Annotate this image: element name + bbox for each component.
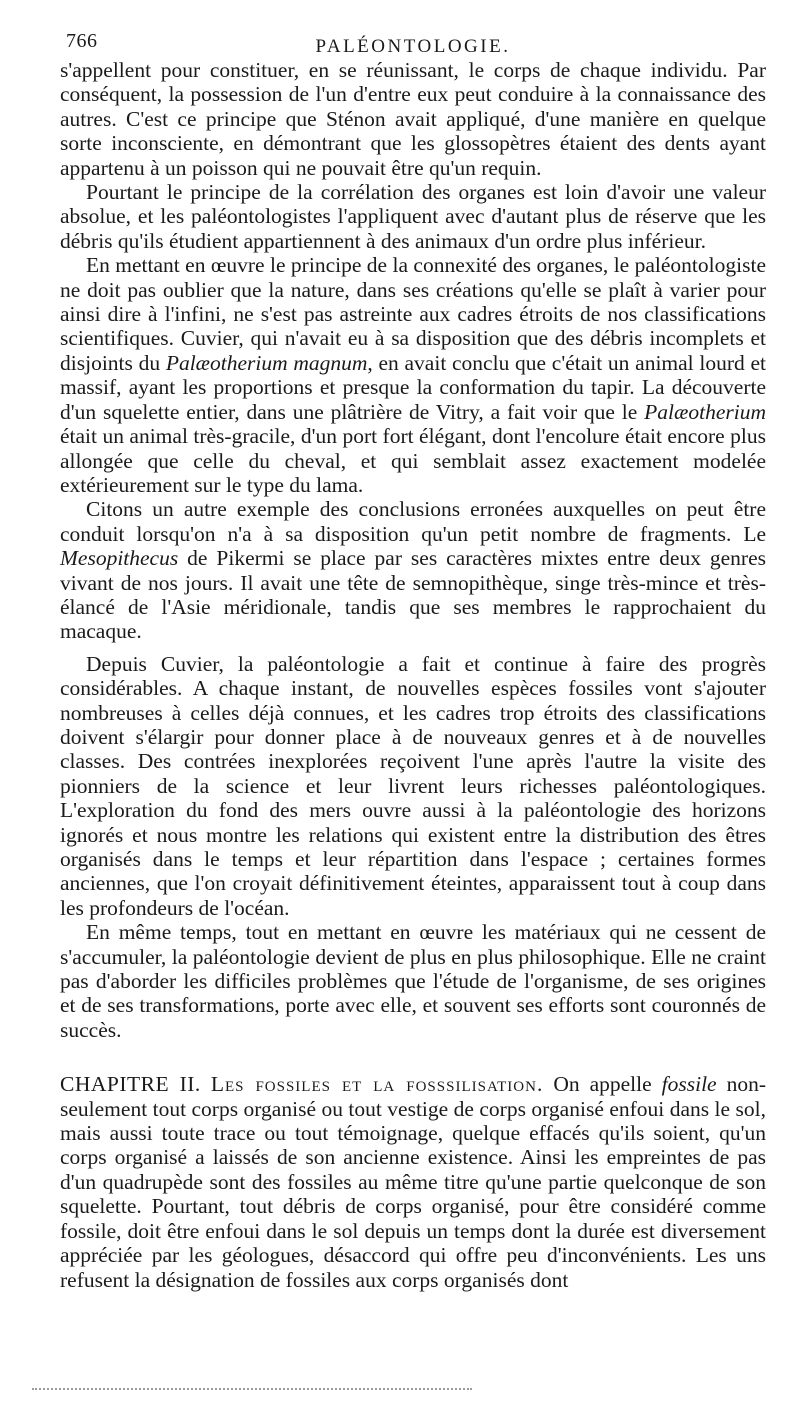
page-header — [60, 22, 766, 58]
text-run: était un animal très-gracile, d'un port fort élégant, dont l'encolure était encore plus allongée que celle du cheval, et qui semblait assez exactement modelée extérieurement sur le type du lama. — [60, 424, 766, 497]
italic-run: Palæotherium magnum — [165, 350, 368, 375]
italic-run: Mesopithecus — [60, 546, 179, 571]
chapter-paragraph — [60, 1072, 766, 1292]
text-run: de Pikermi se place par ses caractères mixtes entre deux genres vivant de nos jours. Il avait une tête de semnopithèque, singe très-mince et très-élancé de l'Asie méridionale, tandis que ses membres le rapprochaient du macaque. — [60, 546, 766, 644]
text-run: Depuis Cuvier, la paléontologie a fait et continue à faire des progrès considérables. A chaque instant, de nouvelles espèces fossiles vont s'ajouter nombreuses à celles déjà connues, et les cadres trop étroits des classifications doivent s'élargir pour donner place à de nouveaux genres et à de nouvelles classes. Des contrées inexplorées reçoivent l'une après l'autre la visite des pionniers de la science et leur livrent leurs richesses paléontologiques. L'exploration du fond des mers ouvre aussi à la paléontologie des horizons ignorés et nous montre les relations qui existent entre la distribution des êtres organisés dans le temps et leur répartition dans l'espace ; certaines formes anciennes, que l'on croyait définitivement éteintes, apparaissent tout à coup dans les profondeurs de l'océan. — [60, 651, 766, 920]
italic-run: fossile — [661, 1072, 717, 1097]
chapter-label: CHAPITRE II. — [60, 1072, 201, 1097]
italic-run: Palæotherium — [644, 399, 766, 424]
text-run: , en avait conclu que c'était un animal lourd et massif, ayant les proportions et presque la conformation du tapir. La découverte d'un squelette entier, dans une plâtrière de Vitry, a fait voir que le — [60, 350, 766, 424]
page-number: 766 — [66, 30, 98, 52]
paragraph-6 — [60, 920, 766, 1042]
text-run: Citons un autre exemple des conclusions erronées auxquelles on peut être conduit lorsqu'on n'a à sa disposition qu'un petit nombre de fragments. Le — [60, 497, 766, 546]
running-title: PALÉONTOLOGIE. — [315, 36, 511, 57]
paragraph-5 — [60, 652, 766, 920]
text-run: non-seulement tout corps organisé ou tout vestige de corps organisé enfoui dans le sol, mais aussi toute trace ou tout témoignage, quelque effacés qu'ils soient, qu'un corps organisé a laissés de son ancienne existence. Ainsi les empreintes de pas d'un quadrupède sont des fossiles au même titre qu'une partie quelconque de son squelette. Pourtant, tout débris de corps organisé, pour être considéré comme fossile, doit être enfoui dans le sol depuis un temps dont la durée est diversement appréciée par les géologues, désaccord qui offre peu d'inconvénients. Les uns refusent la désignation de fossiles aux corps organisés dont — [60, 1072, 767, 1292]
paragraph-2 — [60, 180, 766, 253]
book-page — [60, 22, 766, 1292]
text-run: On appelle — [543, 1072, 662, 1097]
text-run: En mettant en œuvre le principe de la connexité des organes, le paléontologiste ne doit pas oublier que la nature, dans ses créations qu'elle se plaît à varier pour ainsi dire à l'infini, ne s'est pas astreinte aux cadres étroits de nos classifications scientifiques. Cuvier, qui n'avait eu à sa disposition que des débris incomplets et disjoints du — [60, 253, 766, 375]
text-run: s'appellent pour constituer, en se réunissant, le corps de chaque individu. Par conséquent, la possession de l'un d'entre eux peut conduire à la connaissance des autres. C'est ce principe que Sténon avait appliqué, d'une manière en quelque sorte inconsciente, en démontrant que les glossopètres étaient des dents ayant appartenu à un poisson qui ne pouvait être qu'un requin. — [60, 58, 766, 180]
chapter-title: Les fossiles et la fosssilisation. — [210, 1072, 544, 1097]
chapter-spacer — [60, 1042, 766, 1072]
text-run: En même temps, tout en mettant en œuvre les matériaux qui ne cessent de s'accumuler, la paléontologie devient de plus en plus philosophique. Elle ne craint pas d'aborder les difficiles problèmes que l'étude de l'organisme, de ses origines et de ses transformations, porte avec elle, et souvent ses efforts sont couronnés de succès. — [60, 920, 766, 1042]
paragraph-3 — [60, 253, 766, 497]
section-spacer — [60, 644, 766, 652]
text-run: Pourtant le principe de la corrélation des organes est loin d'avoir une valeur absolue, et les paléontologistes l'appliquent avec d'autant plus de réserve que les débris qu'ils étudient appartiennent à des animaux d'un ordre plus inférieur. — [60, 180, 766, 253]
footer-dotted-rule — [32, 1388, 472, 1390]
paragraph-1 — [60, 58, 766, 180]
body-text — [60, 58, 766, 1292]
paragraph-4 — [60, 497, 766, 643]
